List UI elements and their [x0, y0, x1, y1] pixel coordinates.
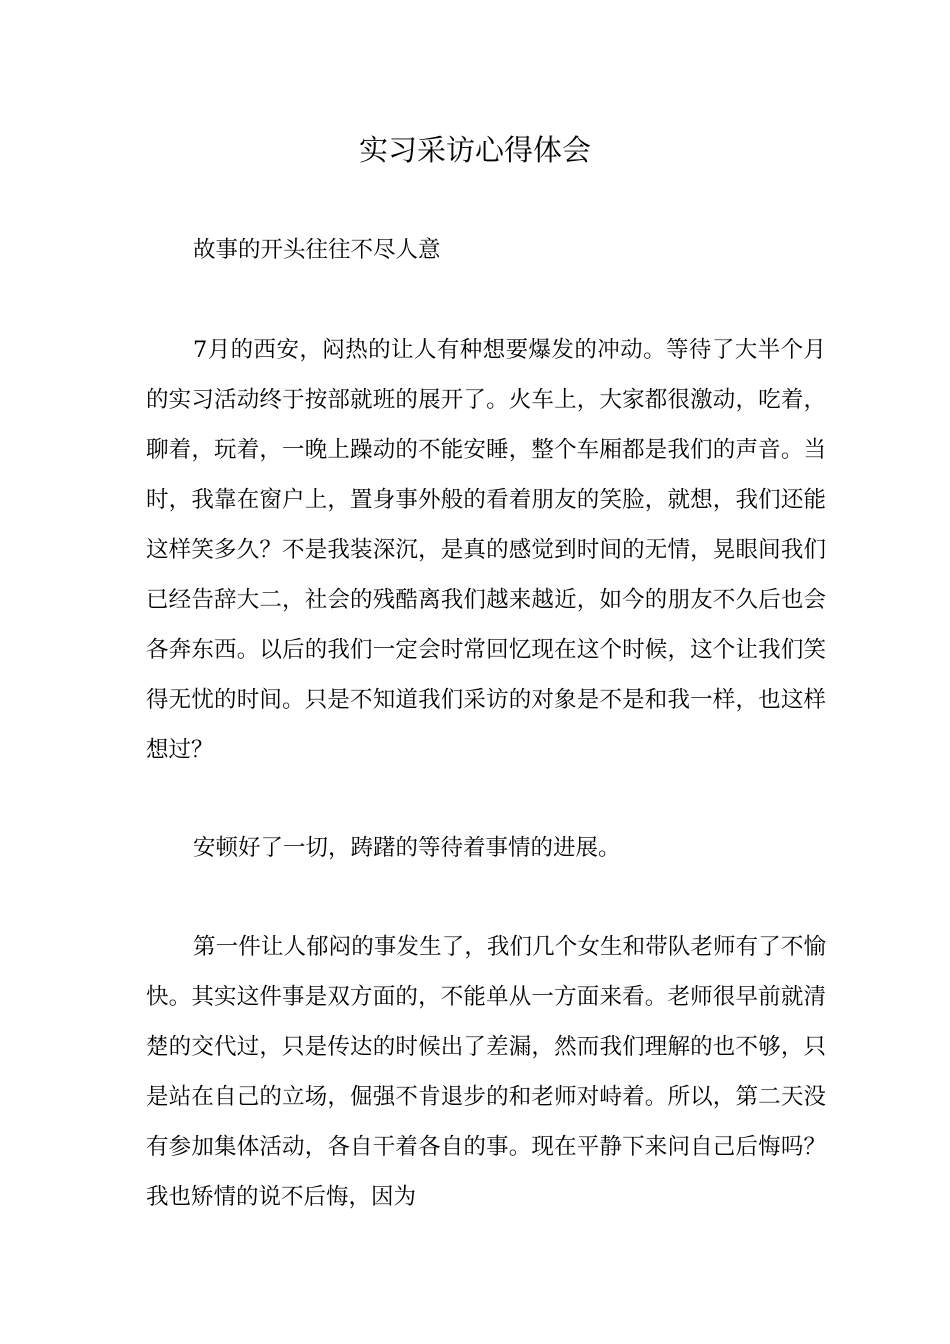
document-title: 实习采访心得体会 — [358, 133, 591, 167]
paragraph-4: 第一件让人郁闷的事发生了，我们几个女生和带队老师有了不愉快。其实这件事是双方面的，不能单从一方面来看。老师很早前就清楚的交代过，只是传达的时候出了差漏，然而我们理解的也不够，只是站在自己的立场，倔强不肯退步的和老师对峙着。所以，第二天没有参加集体活动，各自干着各自的事。现在平静下来问自己后悔吗？我也矫情的说不后悔，因为 — [146, 934, 826, 1210]
paragraph-3: 安顿好了一切，踌躇的等待着事情的进展。 — [193, 835, 621, 861]
paragraph-1: 故事的开头往往不尽人意 — [193, 237, 441, 263]
paragraph-2: 7月的西安，闷热的让人有种想要爆发的冲动。等待了大半个月的实习活动终于按部就班的展开了。火车上，大家都很激动，吃着，聊着，玩着，一晚上躁动的不能安睡，整个车厢都是我们的声音。当时，我靠在窗户上，置身事外般的看着朋友的笑脸，就想，我们还能这样笑多久？不是我装深沉，是真的感觉到时间的无情，晃眼间我们已经告辞大二，社会的残酷离我们越来越近，如今的朋友不久后也会各奔东西。以后的我们一定会时常回忆现在这个时候，这个让我们笑得无忧的时间。只是不知道我们采访的对象是不是和我一样，也这样想过？ — [146, 337, 826, 763]
